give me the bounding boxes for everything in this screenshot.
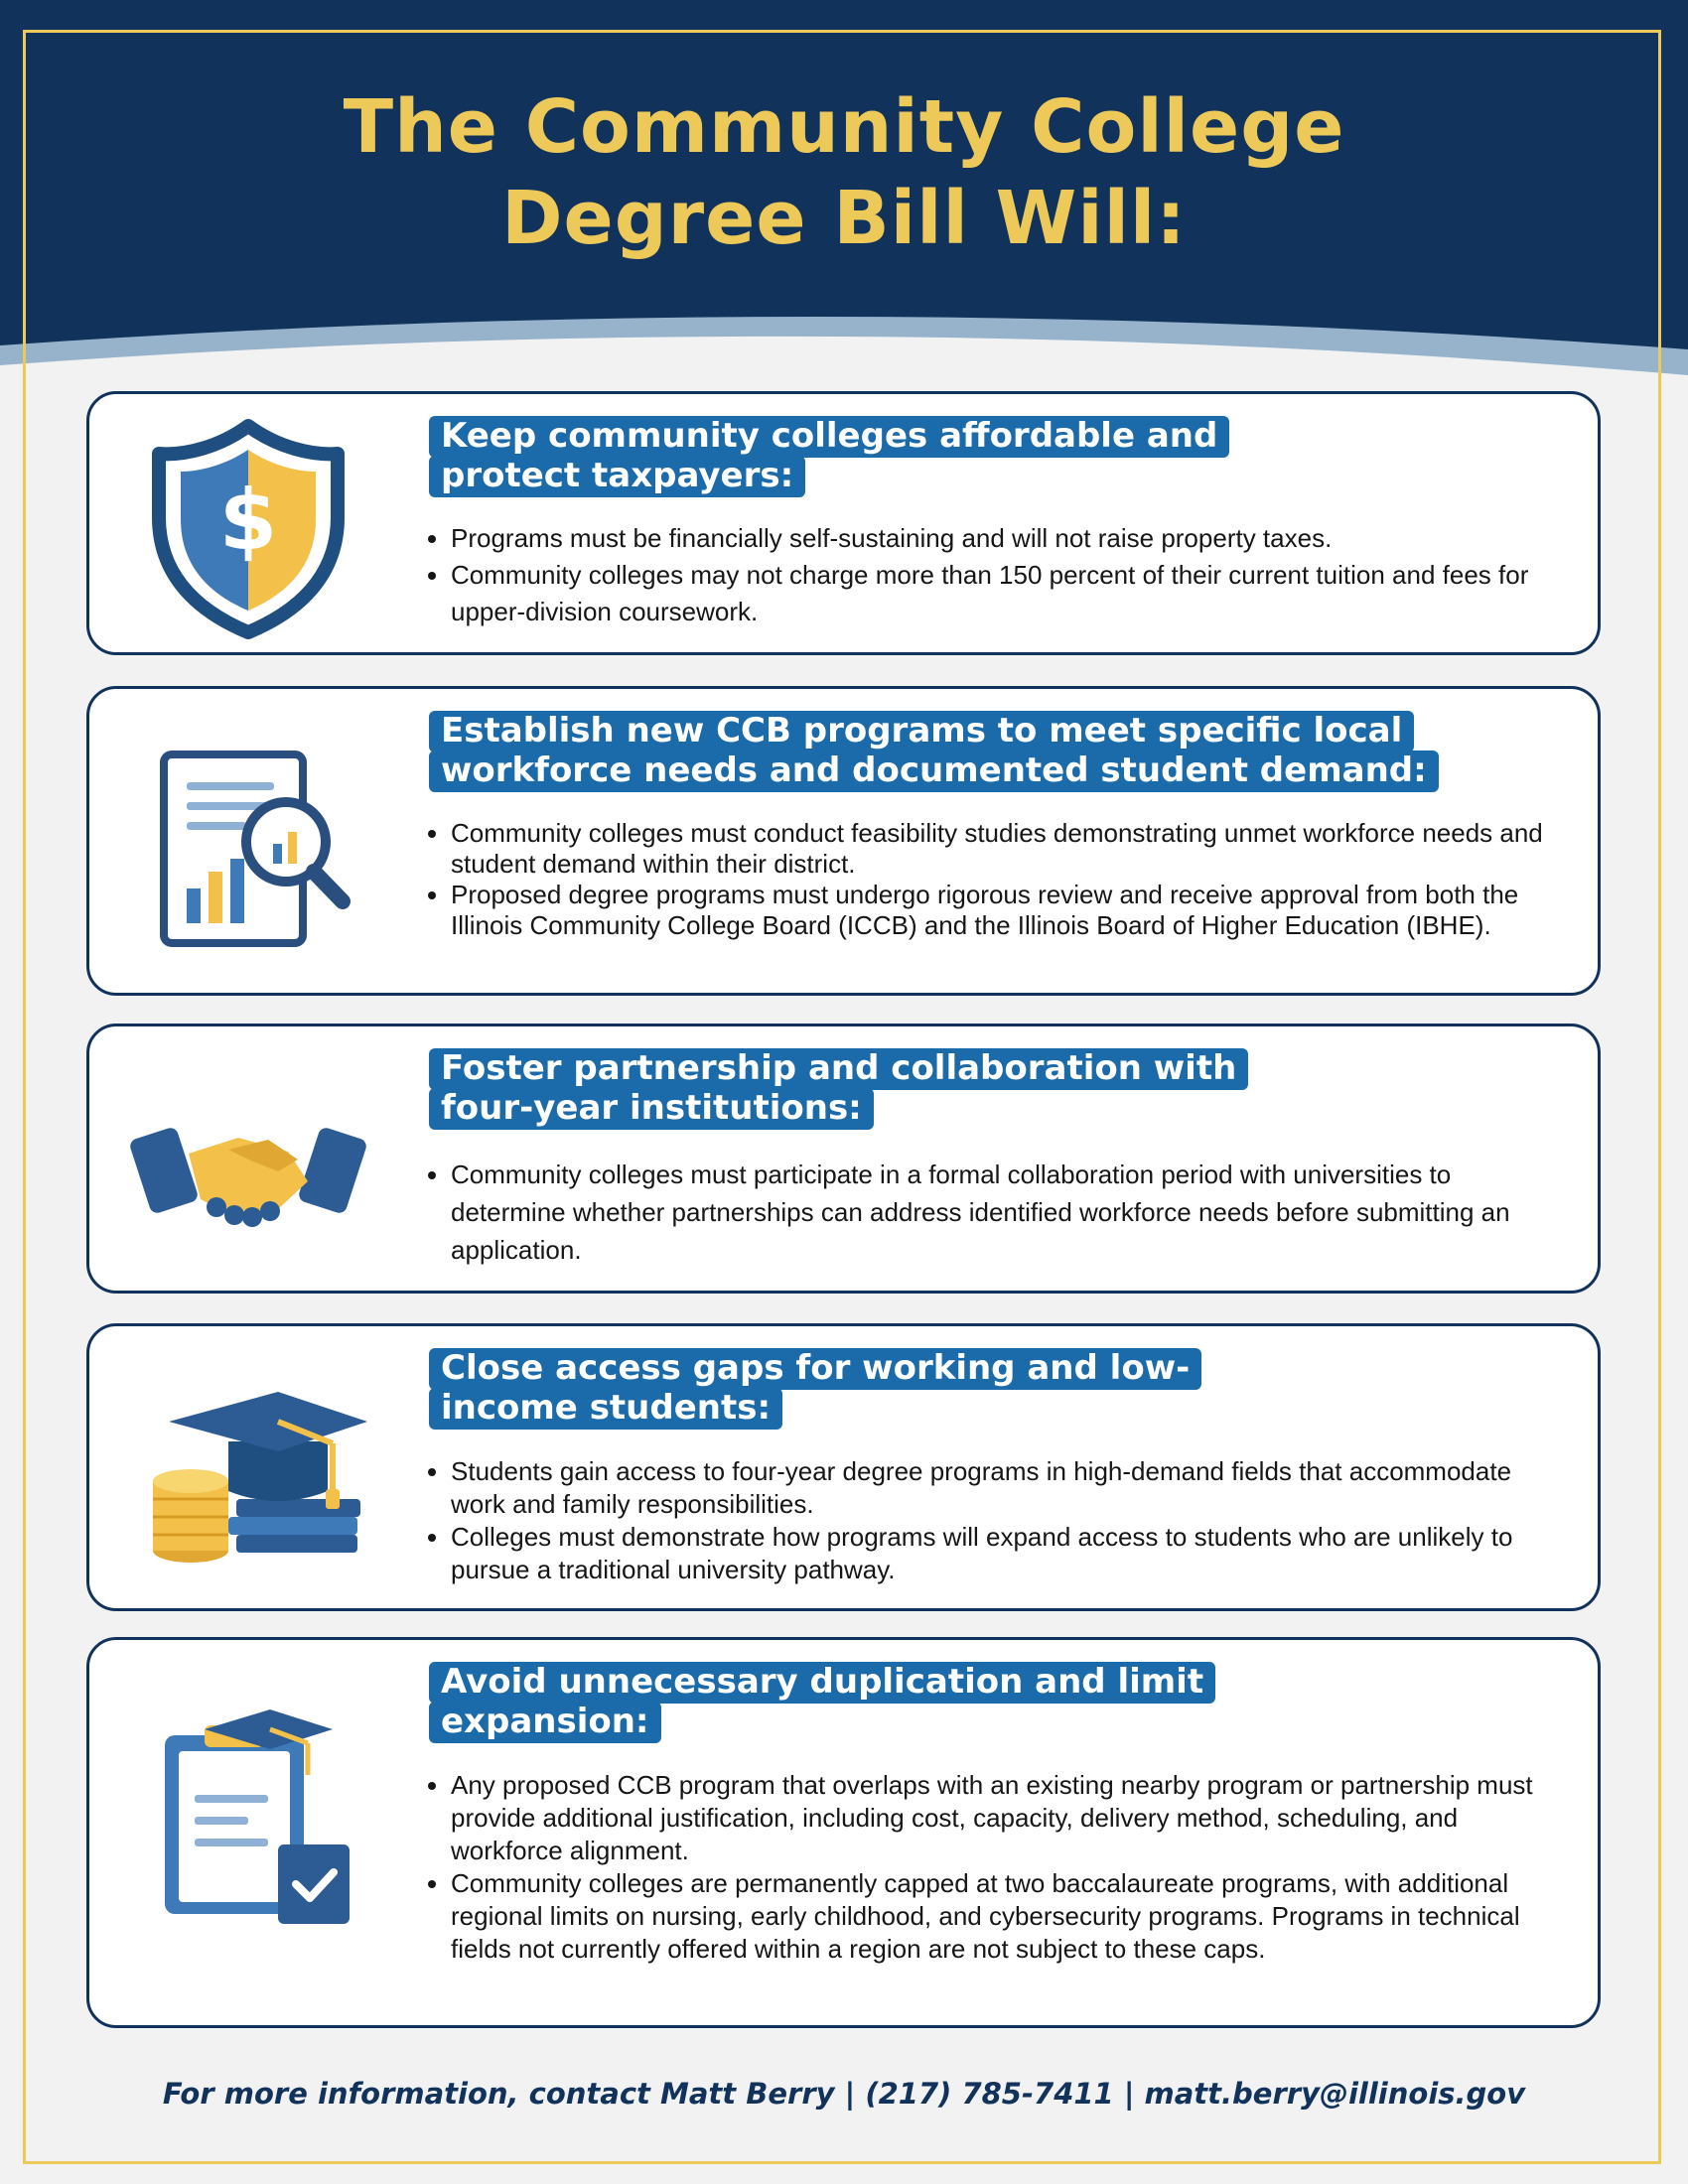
list-item: • Proposed degree programs must undergo rigorous review and receive approval from both the Illinois Community College Board (ICCB) and the Illinois Board of Higher Education (IBHE). bbox=[451, 880, 1558, 941]
footer-contact: For more information, contact Matt Berry | (217) 785-7411 | matt.berry@illinois.gov bbox=[162, 2077, 1526, 2111]
bullet-list bbox=[417, 520, 1558, 630]
list-item: • Community colleges must participate in a formal collaboration period with universities to determine whether partnerships can address identified workforce needs before submitting an application. bbox=[451, 1156, 1558, 1269]
list-item: • Community colleges may not charge more than 150 percent of their current tuition and fees for upper-division coursework. bbox=[451, 557, 1558, 630]
card-ccb-programs bbox=[86, 686, 1601, 996]
bullet-list bbox=[417, 1455, 1558, 1586]
report-magnifier-icon bbox=[129, 725, 367, 963]
list-item: • Colleges must demonstrate how programs will expand access to students who are unlikely to pursue a traditional university pathway. bbox=[451, 1521, 1558, 1586]
clipboard-cap-check-icon bbox=[129, 1696, 367, 1934]
graduation-cap-coins-icon bbox=[129, 1352, 367, 1590]
card-access-gaps bbox=[86, 1323, 1601, 1611]
page-title-line-2: Degree Bill Will: bbox=[501, 176, 1187, 261]
page-title bbox=[0, 81, 1688, 264]
page-title-line-1: The Community College bbox=[343, 84, 1345, 170]
header-banner bbox=[0, 0, 1688, 377]
list-item: • Community colleges must conduct feasibility studies demonstrating unmet workforce needs and student demand within their district. bbox=[451, 818, 1558, 880]
card-title-affordable: Keep community colleges affordable and protect taxpayers: bbox=[429, 416, 1362, 495]
svg-text:$: $ bbox=[218, 472, 278, 569]
list-item: • Community colleges are permanently capped at two baccalaureate programs, with additional regional limits on nursing, early childhood, and cybersecurity programs. Programs in technical fields not currently offered within a region are not subject to these caps. bbox=[451, 1867, 1558, 1966]
bullet-list bbox=[417, 1156, 1558, 1269]
list-item: • Any proposed CCB program that overlaps with an existing nearby program or partnership must provide additional justification, including cost, capacity, delivery method, scheduling, and workforce alignment. bbox=[451, 1769, 1558, 1867]
shield-dollar-icon bbox=[129, 408, 367, 646]
card-title-access-gaps: Close access gaps for working and low-income students: bbox=[429, 1348, 1203, 1428]
bullet-list bbox=[417, 1769, 1558, 1966]
list-item: • Students gain access to four-year degree programs in high-demand fields that accommodate work and family responsibilities. bbox=[451, 1455, 1558, 1521]
card-title-partnership: Foster partnership and collaboration with four-year institutions: bbox=[429, 1048, 1323, 1128]
card-affordable bbox=[86, 391, 1601, 655]
card-partnership bbox=[86, 1024, 1601, 1294]
handshake-icon bbox=[129, 1042, 367, 1281]
card-title-ccb-programs: Establish new CCB programs to meet specific local workforce needs and documented student demand: bbox=[429, 711, 1571, 790]
list-item: • Programs must be financially self-sustaining and will not raise property taxes. bbox=[451, 520, 1558, 557]
card-duplication bbox=[86, 1637, 1601, 2028]
bullet-list bbox=[417, 818, 1558, 941]
card-title-duplication: Avoid unnecessary duplication and limit expansion: bbox=[429, 1662, 1283, 1741]
